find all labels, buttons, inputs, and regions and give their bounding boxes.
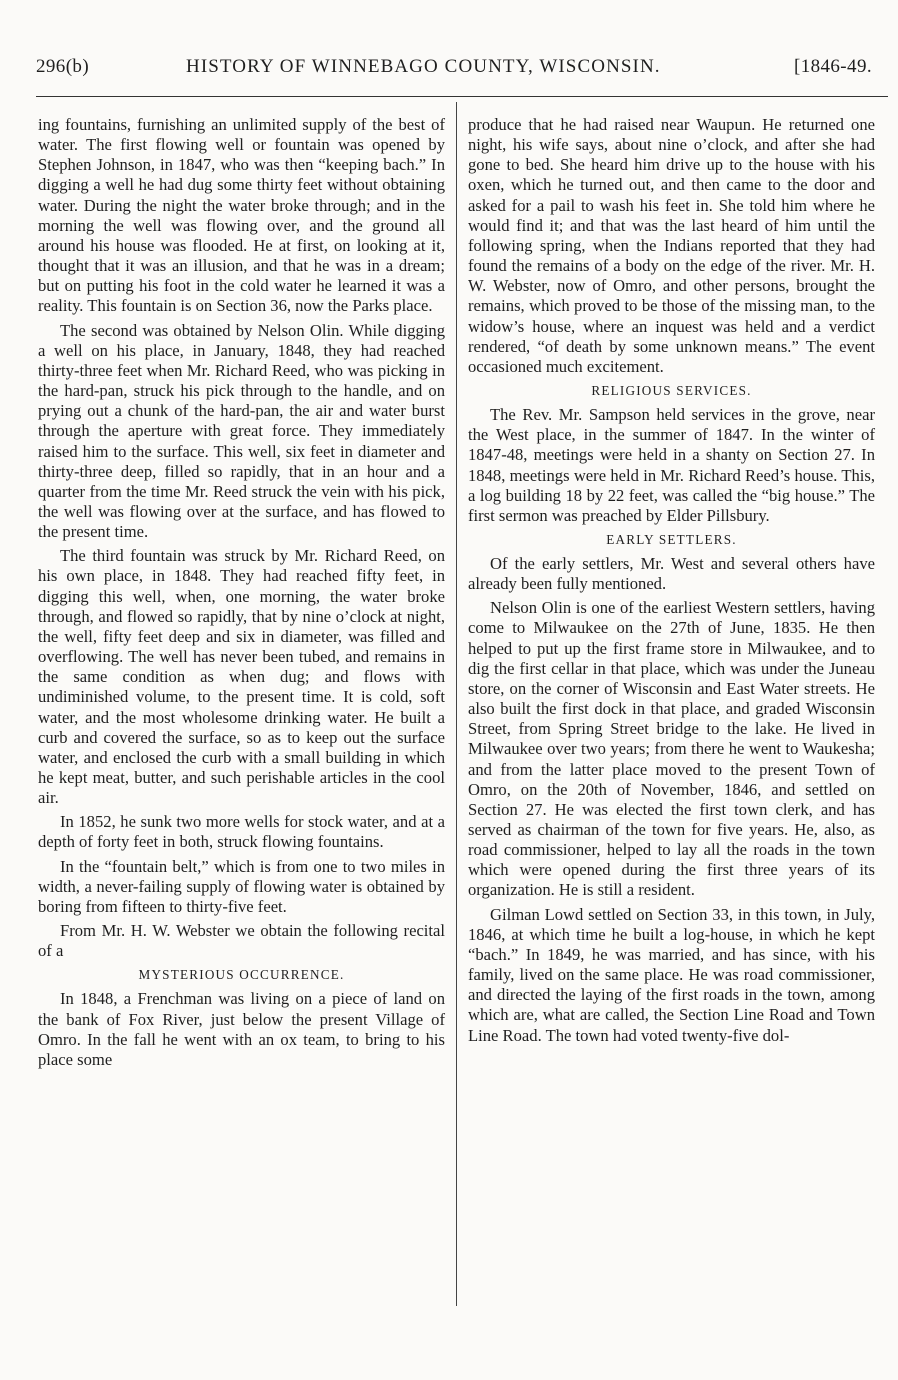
page-number: 296(b) (36, 56, 90, 77)
section-heading: MYSTERIOUS OCCURRENCE. (138, 967, 345, 983)
column-divider (456, 102, 457, 1306)
year-range: [1846-49. (793, 56, 872, 77)
right-column (468, 115, 875, 1050)
page-header (36, 56, 872, 86)
running-title: HISTORY OF WINNEBAGO COUNTY, WISCONSIN. (186, 56, 661, 77)
section-heading: EARLY SETTLERS. (606, 531, 737, 547)
paragraph: ing fountains, furnishing an unlimited supply of the best of water. The first flowing well or fountain was opened by Stephen Johnson, in 1847, who was then “keeping bach.” In digging a well he had dug some thirty feet without obtaining water. During the night the water broke through; and in the morning the well was flowing over, and the ground all around his house was flooded. He at first, on looking at it, thought that it was an illusion, and that he was in a dream; but on putting his foot in the cold water he learned it was a reality. This fountain is on Section 36, now the Parks place. (38, 115, 445, 316)
paragraph: In the “fountain belt,” which is from one to two miles in width, a never-failing supply of flowing water is obtained by boring from fifteen to thirty-five feet. (38, 856, 445, 916)
paragraph: produce that he had raised near Waupun. He returned one night, his wife says, about nine o’clock, and after she had gone to bed. She heard him drive up to the house with his oxen, which he turned out, and then came to the door and asked for a pail to wash his feet in. She told him where he would find it; and that was the last heard of him until the following spring, when the Indians reported that they had found the remains of a body on the edge of the river. Mr. H. W. Webster, now of Omro, and other persons, brought the remains, which proved to be those of the missing man, to the widow’s house, where an inquest was held and a verdict rendered, “of death by some unknown means.” The event occasioned much excitement. (468, 115, 875, 376)
paragraph: In 1852, he sunk two more wells for stock water, and at a depth of forty feet in both, struck flowing fountains. (38, 812, 445, 852)
paragraph: The third fountain was struck by Mr. Richard Reed, on his own place, in 1848. They had reached fifty feet, in digging this well, when, one morning, the water broke through, and flowed so rapidly, that by nine o’clock at night, the well, fifty feet deep and six in diameter, was filled and overflowing. The well has never been tubed, and remains in the same condition as when dug; and flows with undiminished volume, to the present time. It is cold, soft water, and the most wholesome drinking water. He built a curb and covered the surface, so as to keep out the surface water, and enclosed the curb with a small building in which he kept meat, butter, and such perishable articles in the cool air. (38, 546, 445, 808)
paragraph: Of the early settlers, Mr. West and several others have already been fully mentioned. (468, 553, 875, 594)
paragraph: The Rev. Mr. Sampson held services in the grove, near the West place, in the summer of 1847. In the winter of 1847-48, meetings were held in a shanty on Section 27. In 1848, meetings were held in Mr. Richard Reed’s house. This, a log building 18 by 22 feet, was called the “big house.” The first sermon was preached by Elder Pillsbury. (468, 405, 875, 525)
paragraph: From Mr. H. W. Webster we obtain the following recital of a (38, 921, 445, 961)
header-rule (36, 96, 888, 97)
paragraph: Gilman Lowd settled on Section 33, in this town, in July, 1846, at which time he built a log-house, in which he kept “bach.” In 1849, he was married, and has since, with his family, lived on the same place. He was road commissioner, and directed the laying of the first roads in the town, among which are, what are called, the Section Line Road and Town Line Road. The town had voted twenty-five dol- (468, 904, 875, 1045)
paragraph: In 1848, a Frenchman was living on a piece of land on the bank of Fox River, just below the present Village of Omro. In the fall he went with an ox team, to bring to his place some (38, 989, 445, 1069)
left-column (38, 115, 445, 1074)
section-heading: RELIGIOUS SERVICES. (591, 383, 752, 399)
paragraph: Nelson Olin is one of the earliest Western settlers, having come to Milwaukee on the 27th of June, 1835. He then helped to put up the first frame store in Milwaukee, and to dig the first cellar in that place, which was under the Juneau store, on the corner of Wisconsin and East Water streets. He also built the first dock in that place, and graded Wisconsin Street, from Spring Street bridge to the lake. He lived in Milwaukee over two years; from there he went to Waukesha; and from the latter place moved to the present Town of Omro, on the 20th of November, 1846, and settled on Section 27. He was elected the first town clerk, and has served as chairman of the town for five years. He, also, as road commissioner, helped to lay all the roads in the town which were opened during the first three years of its organization. He is still a resident. (468, 598, 875, 900)
paragraph: The second was obtained by Nelson Olin. While digging a well on his place, in January, 1848, they had reached thirty-three feet when Mr. Richard Reed, who was picking in the hard-pan, struck his pick through to the handle, and on prying out a chunk of the hard-pan, the air and water burst through the aperture with great force. They immediately raised him to the surface. This well, six feet in diameter and thirty-three deep, filled so rapidly, that in an hour and a quarter from the time Mr. Reed struck the vein with his pick, the well was flowing over at the surface, and has flowed to the present time. (38, 320, 445, 542)
